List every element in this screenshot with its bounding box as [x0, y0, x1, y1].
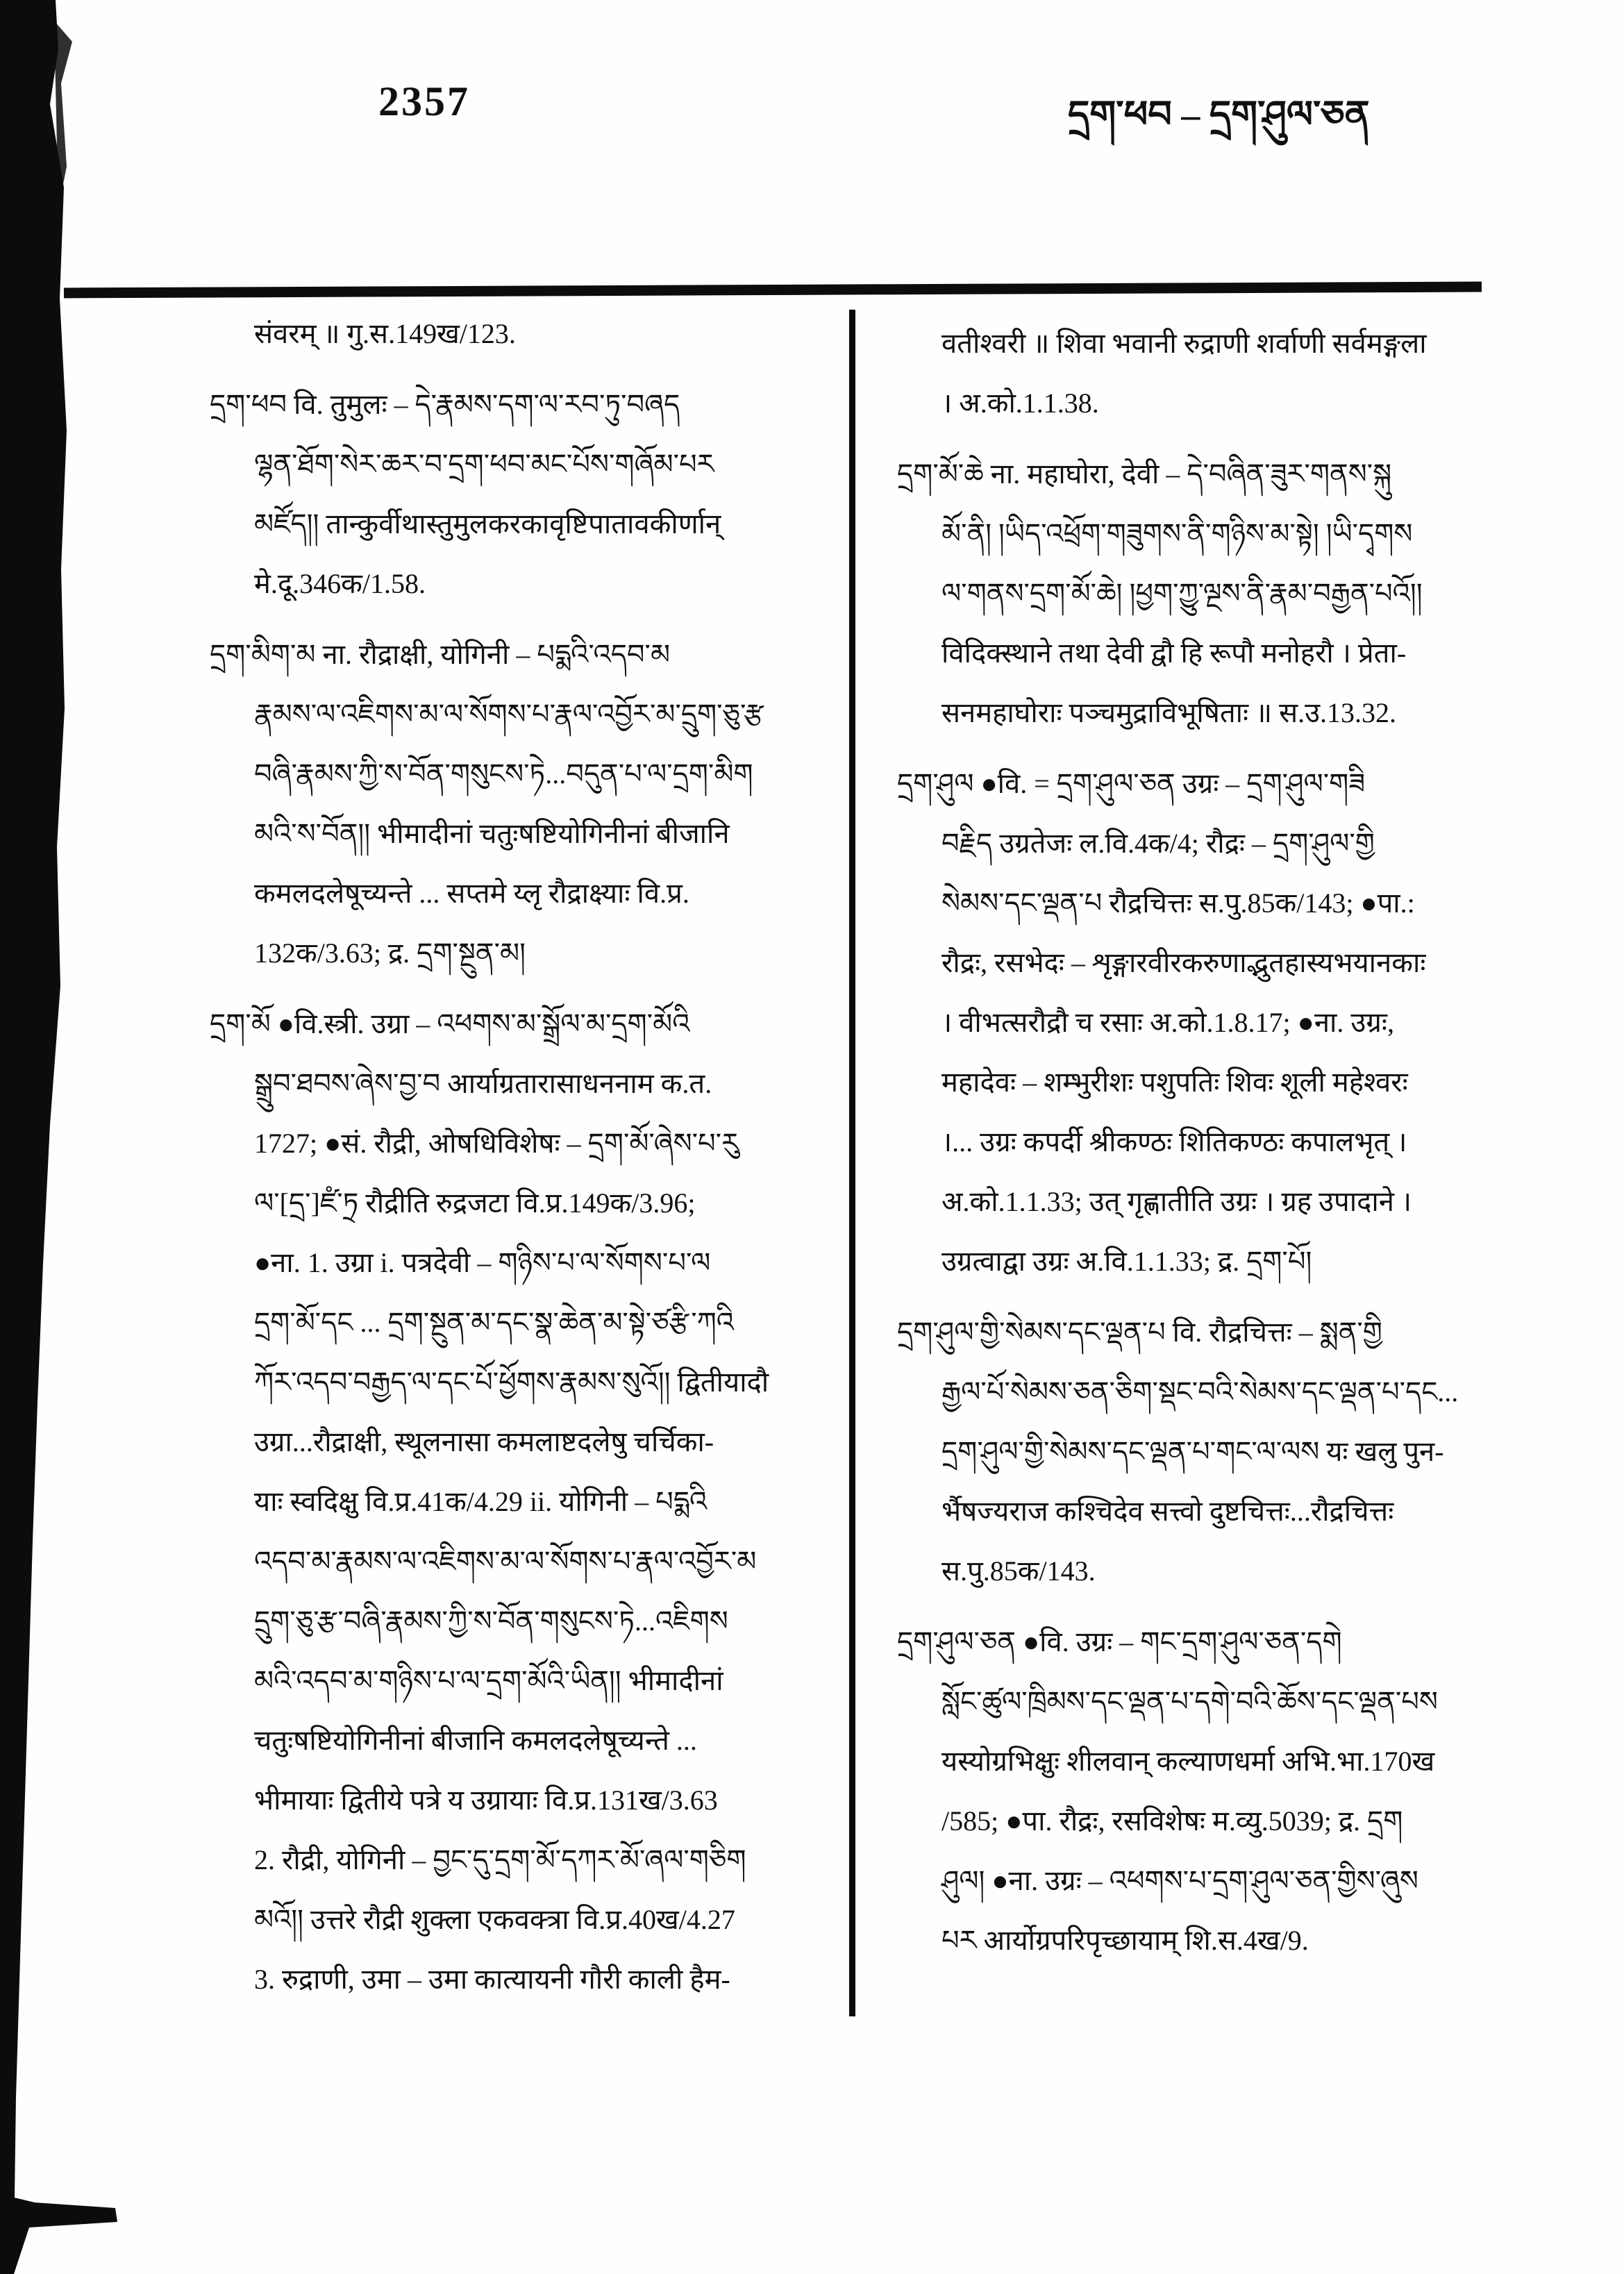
- text-line: उग्रा...रौद्राक्षी, स्थूलनासा कमलाष्टदलेषु चर्चिका-: [254, 1426, 714, 1457]
- text-line: । अ.को.1.1.38.: [941, 387, 1099, 419]
- text-line: । वीभत्सरौद्रौ च रसाः अ.को.1.8.17; ●ना. उग्रः,: [941, 1007, 1394, 1038]
- text-line: 2. रौद्री, योगिनी – བྱང་དུ་དྲག་མོ་དཀར་མོ་ཞལ་གཅིག: [254, 1844, 746, 1875]
- text-line: ལ་[དྲ་]ཛཾ་ཏྲ रौद्रीति रुद्रजटा वि.प्र.149क/3.96;: [254, 1187, 696, 1219]
- scan-binding-artifact: [0, 0, 139, 2274]
- text-line: ཀོར་འདབ་བརྒྱད་ལ་དང་པོ་ཕྱོགས་རྣམས་སུའོ།། द्वितीयादौ: [254, 1366, 769, 1398]
- right-column: [897, 314, 1597, 2015]
- text-line: ལྷན་ཐོག་སེར་ཆར་བ་དྲག་ཕབ་མང་པོས་གཞོམ་པར: [254, 449, 714, 480]
- text-line: ।... उग्रः कपर्दी श्रीकण्ठः शितिकण्ठः कपालभृत् ।: [941, 1126, 1407, 1157]
- entry-line-drag-shul-gyi-sems: དྲག་ཤུལ་གྱི་སེམས་དང་ལྡན་པ वि. रौद्रचित्तः – སྨན་གྱི: [897, 1316, 1382, 1348]
- text-line: མོ་ནི། །ཡིད་འཕྲོག་གཟུགས་ནི་གཉིས་མ་སྟེ། །ཡི་དྭགས: [941, 518, 1413, 549]
- text-line: र्भैषज्यराज कश्चिदेव सत्त्वो दुष्टचित्तः...रौद्रचित्तः: [941, 1496, 1394, 1527]
- entry-line-drag-shul-can: དྲག་ཤུལ་ཅན ●वि. उग्रः – གང་དྲག་ཤུལ་ཅན་དགེ: [897, 1626, 1342, 1657]
- text-line: रौद्रः, रसभेदः – शृङ्गारवीरकरुणाद्भुतहास्यभयानकाः: [941, 947, 1426, 978]
- header-rule: [64, 282, 1482, 299]
- entry-line-drag-mo-che: དྲག་མོ་ཆེ ना. महाघोरा, देवी – དེ་བཞིན་ཟུར་གནས་སྐུ: [897, 458, 1392, 490]
- text-line: སེམས་དང་ལྡན་པ रौद्रचित्तः स.पु.85क/143; ●पा.:: [941, 887, 1415, 919]
- text-line: 132क/3.63; द्र. དྲག་སྔུན་མ།: [254, 937, 526, 969]
- text-line: 3. रुद्राणी, उमा – उमा कात्यायनी गौरी काली हैम-: [254, 1964, 730, 1995]
- text-line: स.पु.85क/143.: [941, 1555, 1096, 1587]
- left-column: [210, 304, 838, 2040]
- text-line: དྲག་མོ་དང ... དྲག་སྔུན་མ་དང་སྣ་ཆེན་མ་སྟེ་ཙརྩི་ཀའི: [254, 1307, 734, 1338]
- entry-line-drag-phab: དྲག་ཕབ वि. तुमुलः – དེ་རྣམས་དག་ལ་རབ་ཏུ་བཞད: [210, 389, 680, 420]
- text-line: याः स्वदिक्षु वि.प्र.41क/4.29 ii. योगिनी – པདྨའི: [254, 1486, 708, 1517]
- text-line: /585; ●पा. रौद्रः, रसविशेषः म.व्यु.5039; द्र. དྲག: [941, 1805, 1403, 1837]
- text-line: བཞི་རྣམས་ཀྱི་ས་བོན་གསུངས་ཏེ...བདུན་པ་ལ་དྲག་མིག: [254, 758, 753, 789]
- text-line: कमलदलेषूच्यन्ते ... सप्तमे य्लृ रौद्राक्ष्याः वि.प्र.: [254, 878, 689, 909]
- entry-line-drag-mo: དྲག་མོ ●वि.स्त्री. उग्रा – འཕགས་མ་སྒྲོལ་མ་དྲག་མོའི: [210, 1008, 690, 1039]
- text-line: विदिक्स्थाने तथा देवी द्वौ हि रूपौ मनोहरौ । प्रेता-: [941, 637, 1407, 669]
- text-line: པར आर्योग्रपरिपृच्छायाम् शि.स.4ख/9.: [941, 1925, 1309, 1956]
- column-divider: [849, 310, 855, 2016]
- text-line: उग्रत्वाद्वा उग्रः अ.वि.1.1.33; द्र. དྲག་པོ།: [941, 1246, 1312, 1277]
- text-line: चतुःषष्टियोगिनीनां बीजानि कमलदलेषूच्यन्ते ...: [254, 1725, 697, 1756]
- entry-line-drag-mig-ma: དྲག་མིག་མ ना. रौद्राक्षी, योगिनी – པདྨའི་འདབ་མ: [210, 639, 671, 670]
- text-line: मे.दू.346क/1.58.: [254, 568, 426, 599]
- text-line: དྲག་ཤུལ་གྱི་སེམས་དང་ལྡན་པ་གང་ལ་ལས यः खलु पुन-: [941, 1436, 1444, 1467]
- text-line: མཛོད།། तान्कुर्वीथास्तुमुलकरकावृष्टिपातावकीर्णान्: [254, 508, 721, 540]
- text-line: མའོ།། उत्तरे रौद्री शुक्ला एकवक्त्रा वि.प्र.40ख/4.27: [254, 1904, 735, 1935]
- running-head: དྲག་ཕབ – དྲག་ཤུལ་ཅན: [1068, 94, 1370, 135]
- page-number: 2357: [378, 78, 470, 124]
- entry-line-drag-shul: དྲག་ཤུལ ●वि. = དྲག་ཤུལ་ཅན उग्रः – དྲག་ཤུལ་གཟི: [897, 768, 1366, 799]
- text-line: ཤུལ། ●ना. उग्रः – འཕགས་པ་དྲག་ཤུལ་ཅན་གྱིས་ཞུས: [941, 1865, 1418, 1896]
- text-line: वतीश्वरी ॥ शिवा भवानी रुद्राणी शर्वाणी सर्वमङ्गला: [941, 328, 1427, 359]
- text-line: अ.को.1.1.33; उत् गृह्णातीति उग्रः । ग्रह उपादाने ।: [941, 1186, 1412, 1217]
- text-line: ●ना. 1. उग्रा i. पत्रदेवी – གཉིས་པ་ལ་སོགས་པ་ལ: [254, 1247, 711, 1278]
- text-line: འདབ་མ་རྣམས་ལ་འཇིགས་མ་ལ་སོགས་པ་རྣལ་འབྱོར་མ: [254, 1546, 757, 1577]
- text-line: སྒྲུབ་ཐབས་ཞེས་བྱ་བ आर्याग्रतारासाधननाम क.त.: [254, 1068, 712, 1099]
- text-line: ལ་གནས་དྲག་མོ་ཆེ། །ཕྱག་ཀྱུ་ལྔས་ནི་རྣམ་བརྒྱན་པའོ།།: [941, 578, 1423, 609]
- text-line: भीमायाः द्वितीये पत्रे य उग्रायाः वि.प्र.131ख/3.63: [254, 1784, 718, 1816]
- text-line: यस्योग्रभिक्षुः शीलवान् कल्याणधर्मा अभि.भा.170ख: [941, 1746, 1435, 1777]
- text-line: བརྗིད उग्रतेजः ल.वि.4क/4; रौद्रः – དྲག་ཤུལ་གྱི: [941, 828, 1375, 859]
- text-line: སློང་ཚུལ་ཁྲིམས་དང་ལྡན་པ་དགེ་བའི་ཆོས་དང་ལྡན་པས: [941, 1686, 1438, 1717]
- text-line: རྒྱལ་པོ་སེམས་ཅན་ཅིག་སྡང་བའི་སེམས་དང་ལྡན་པ་དང...: [941, 1376, 1459, 1407]
- text-line: རྣམས་ལ་འཇིགས་མ་ལ་སོགས་པ་རྣལ་འབྱོར་མ་དྲུག་ཅུ་རྩ: [254, 699, 764, 730]
- text-line: 1727; ●सं. रौद्री, ओषधिविशेषः – དྲག་མོ་ཞེས་པ་རུ: [254, 1128, 739, 1159]
- text-line: དྲུག་ཅུ་རྩ་བཞི་རྣམས་ཀྱི་ས་བོན་གསུངས་ཏེ...འཇིགས: [254, 1605, 728, 1637]
- text-line: མའི་ས་བོན།། भीमादीनां चतुःषष्टियोगिनीनां बीजानि: [254, 818, 730, 849]
- text-line: सनमहाघोराः पञ्चमुद्राविभूषिताः ॥ स.उ.13.32.: [941, 697, 1397, 728]
- text-line: संवरम् ॥ गु.स.149ख/123.: [254, 318, 516, 349]
- text-line: མའི་འདབ་མ་གཉིས་པ་ལ་དྲག་མོའི་ཡིན།། भीमादीनां: [254, 1665, 723, 1696]
- text-line: महादेवः – शम्भुरीशः पशुपतिः शिवः शूली महेश्वरः: [941, 1067, 1408, 1098]
